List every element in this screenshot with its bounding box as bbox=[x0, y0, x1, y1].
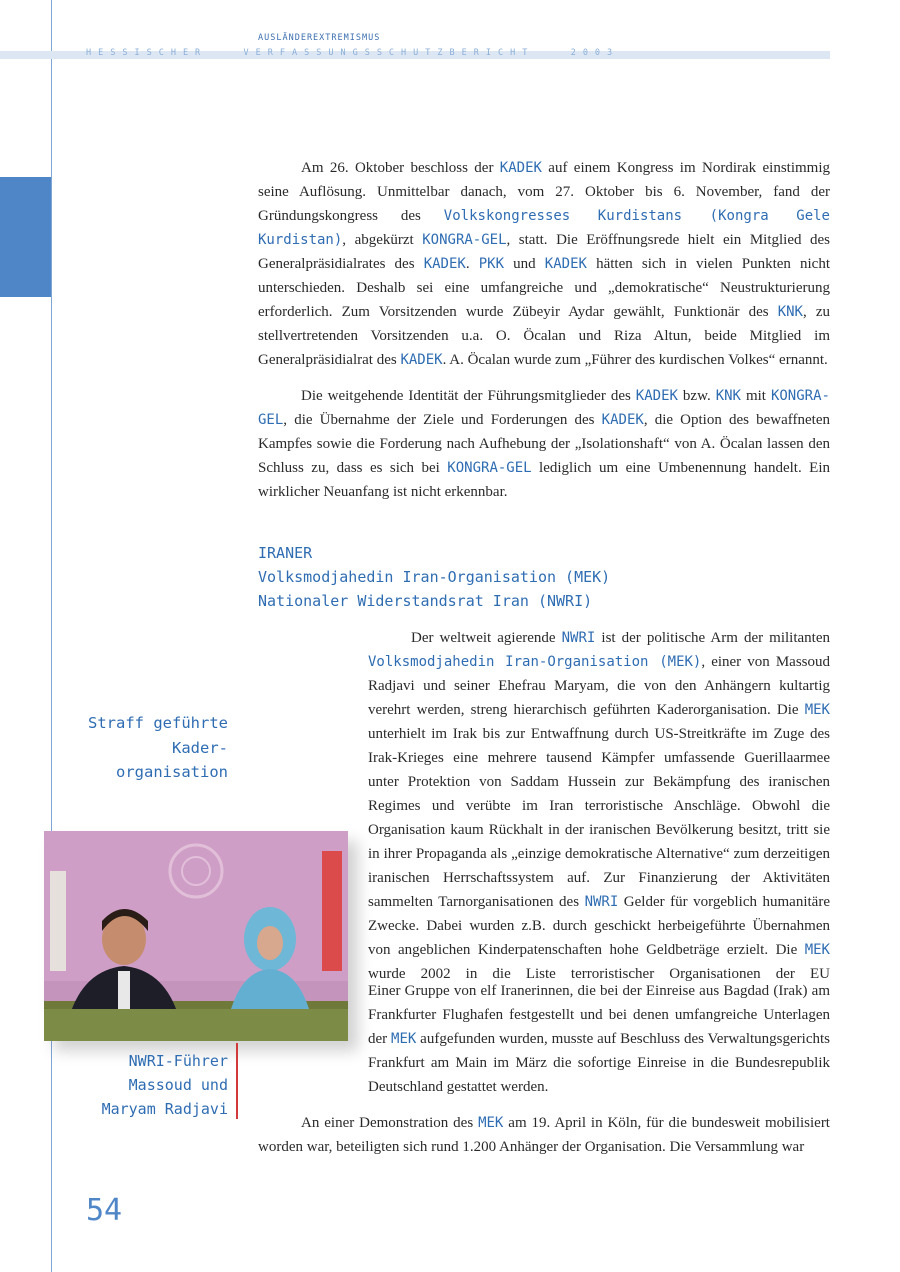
running-header-section: AUSLÄNDEREXTREMISMUS bbox=[258, 33, 381, 43]
section-headings bbox=[258, 541, 610, 613]
paragraph-4: Einer Gruppe von elf Iranerinnen, die bei der Einreise aus Bagdad (Irak) am Frankfurter Flughafen festgestellt und bei denen umfangreiche Unterlagen der MEK aufgefunden wurden, musste auf Beschluss des Verwaltungsgerichts Frankfurt am Main im März die sofortige Einreise in die Bundesrepublik Deutschland gestattet werden. bbox=[368, 983, 830, 1095]
paragraph-3: Der weltweit agierende NWRI ist der politische Arm der militanten Volksmodjahedin Iran-Organisation (MEK), einer von Massoud Radjavi und seiner Ehefrau Maryam, die von den Anhängern kultartig verehrt werden, streng hierarchisch geführten Kaderorganisation. Die MEK unterhielt im Irak bis zur Entwaffnung durch US-Streitkräfte im Zuge des Irak-Krieges eine mehrere tausend Kämpfer umfassende Guerillaarmee unter Protektion von Saddam Hussein zur Bekämpfung des iranischen Regimes und verübte im Iran terroristische Anschläge. Obwohl die Organisation kaum Rückhalt in der iranischen Bevölkerung besitzt, tritt sie in ihrer Propaganda als „einzige demokratische Alternative“ zum derzeitigen iranischen Herrschaftssystem auf. Zur Finanzierung der Aktivitäten sammelten Tarnorganisationen des NWRI Gelder für vorgeblich humanitäre Zwecke. Dabei wurden z.B. durch geschickt herbeigeführte Übernahmen von angeblichen Kinderpatenschaften hohe Geldbeträge erzielt. Die MEK wurde 2002 in die Liste terroristischer Organisationen der EU bbox=[368, 630, 830, 982]
heading-iraner: IRANER bbox=[258, 544, 313, 562]
caption-bar bbox=[236, 1043, 238, 1119]
margin-note: Straff geführte Kader- organisation bbox=[88, 714, 228, 781]
main-text bbox=[258, 156, 830, 516]
paragraph-5: An einer Demonstration des MEK am 19. April in Köln, für die bundesweit mobilisiert worden war, beteiligten sich rund 1.200 Anhänger der Organisation. Die Versammlung war bbox=[258, 1115, 830, 1155]
photo-caption: NWRI-Führer Massoud und Maryam Radjavi bbox=[101, 1052, 228, 1118]
paragraph-2: Die weitgehende Identität der Führungsmitglieder des KADEK bzw. KNK mit KONGRA-GEL, die Übernahme der Ziele und Forderungen des KADEK, die Option des bewaffneten Kampfes sowie die Forderung nach Aufhebung der „Isolationshaft“ von A. Öcalan lassen den Schluss zu, dass es sich bei KONGRA-GEL lediglich um eine Umbenennung handelt. Ein wirklicher Neuanfang ist nicht erkennbar. bbox=[258, 388, 830, 500]
margin-rule bbox=[51, 0, 52, 1272]
heading-nwri: Nationaler Widerstandsrat Iran (NWRI) bbox=[258, 592, 593, 610]
running-header-report: HESSISCHER VERFASSUNGSSCHUTZBERICHT 2003 bbox=[86, 48, 620, 58]
running-header-band bbox=[0, 48, 830, 59]
page-number: 54 bbox=[86, 1193, 123, 1228]
heading-mek: Volksmodjahedin Iran-Organisation (MEK) bbox=[258, 568, 611, 586]
paragraph-1: Am 26. Oktober beschloss der KADEK auf einem Kongress im Nordirak einstimmig seine Auflösung. Unmittelbar danach, vom 27. Oktober bis 6. November, fand der Gründungskongress des Volkskongresses Kurdistans (Kongra Gele Kurdistan), abgekürzt KONGRA-GEL, statt. Die Eröffnungsrede hielt ein Mitglied des Generalpräsidialrates des KADEK. PKK und KADEK hätten sich in vielen Punkten nicht unterschieden. Deshalb sei eine umfangreiche und „demokratische“ Neustrukturierung erforderlich. Zum Vorsitzenden wurde Zübeyir Aydar gewählt, Funktionär des KNK, zu stellvertretenden Vorsitzenden u.a. O. Öcalan und Riza Altun, beide Mitglied im Generalpräsidialrat des KADEK. A. Öcalan wurde zum „Führer des kurdischen Volkes“ ernannt. bbox=[258, 160, 831, 368]
photo-nwri-leaders bbox=[44, 831, 348, 1041]
chapter-tab bbox=[0, 177, 51, 297]
